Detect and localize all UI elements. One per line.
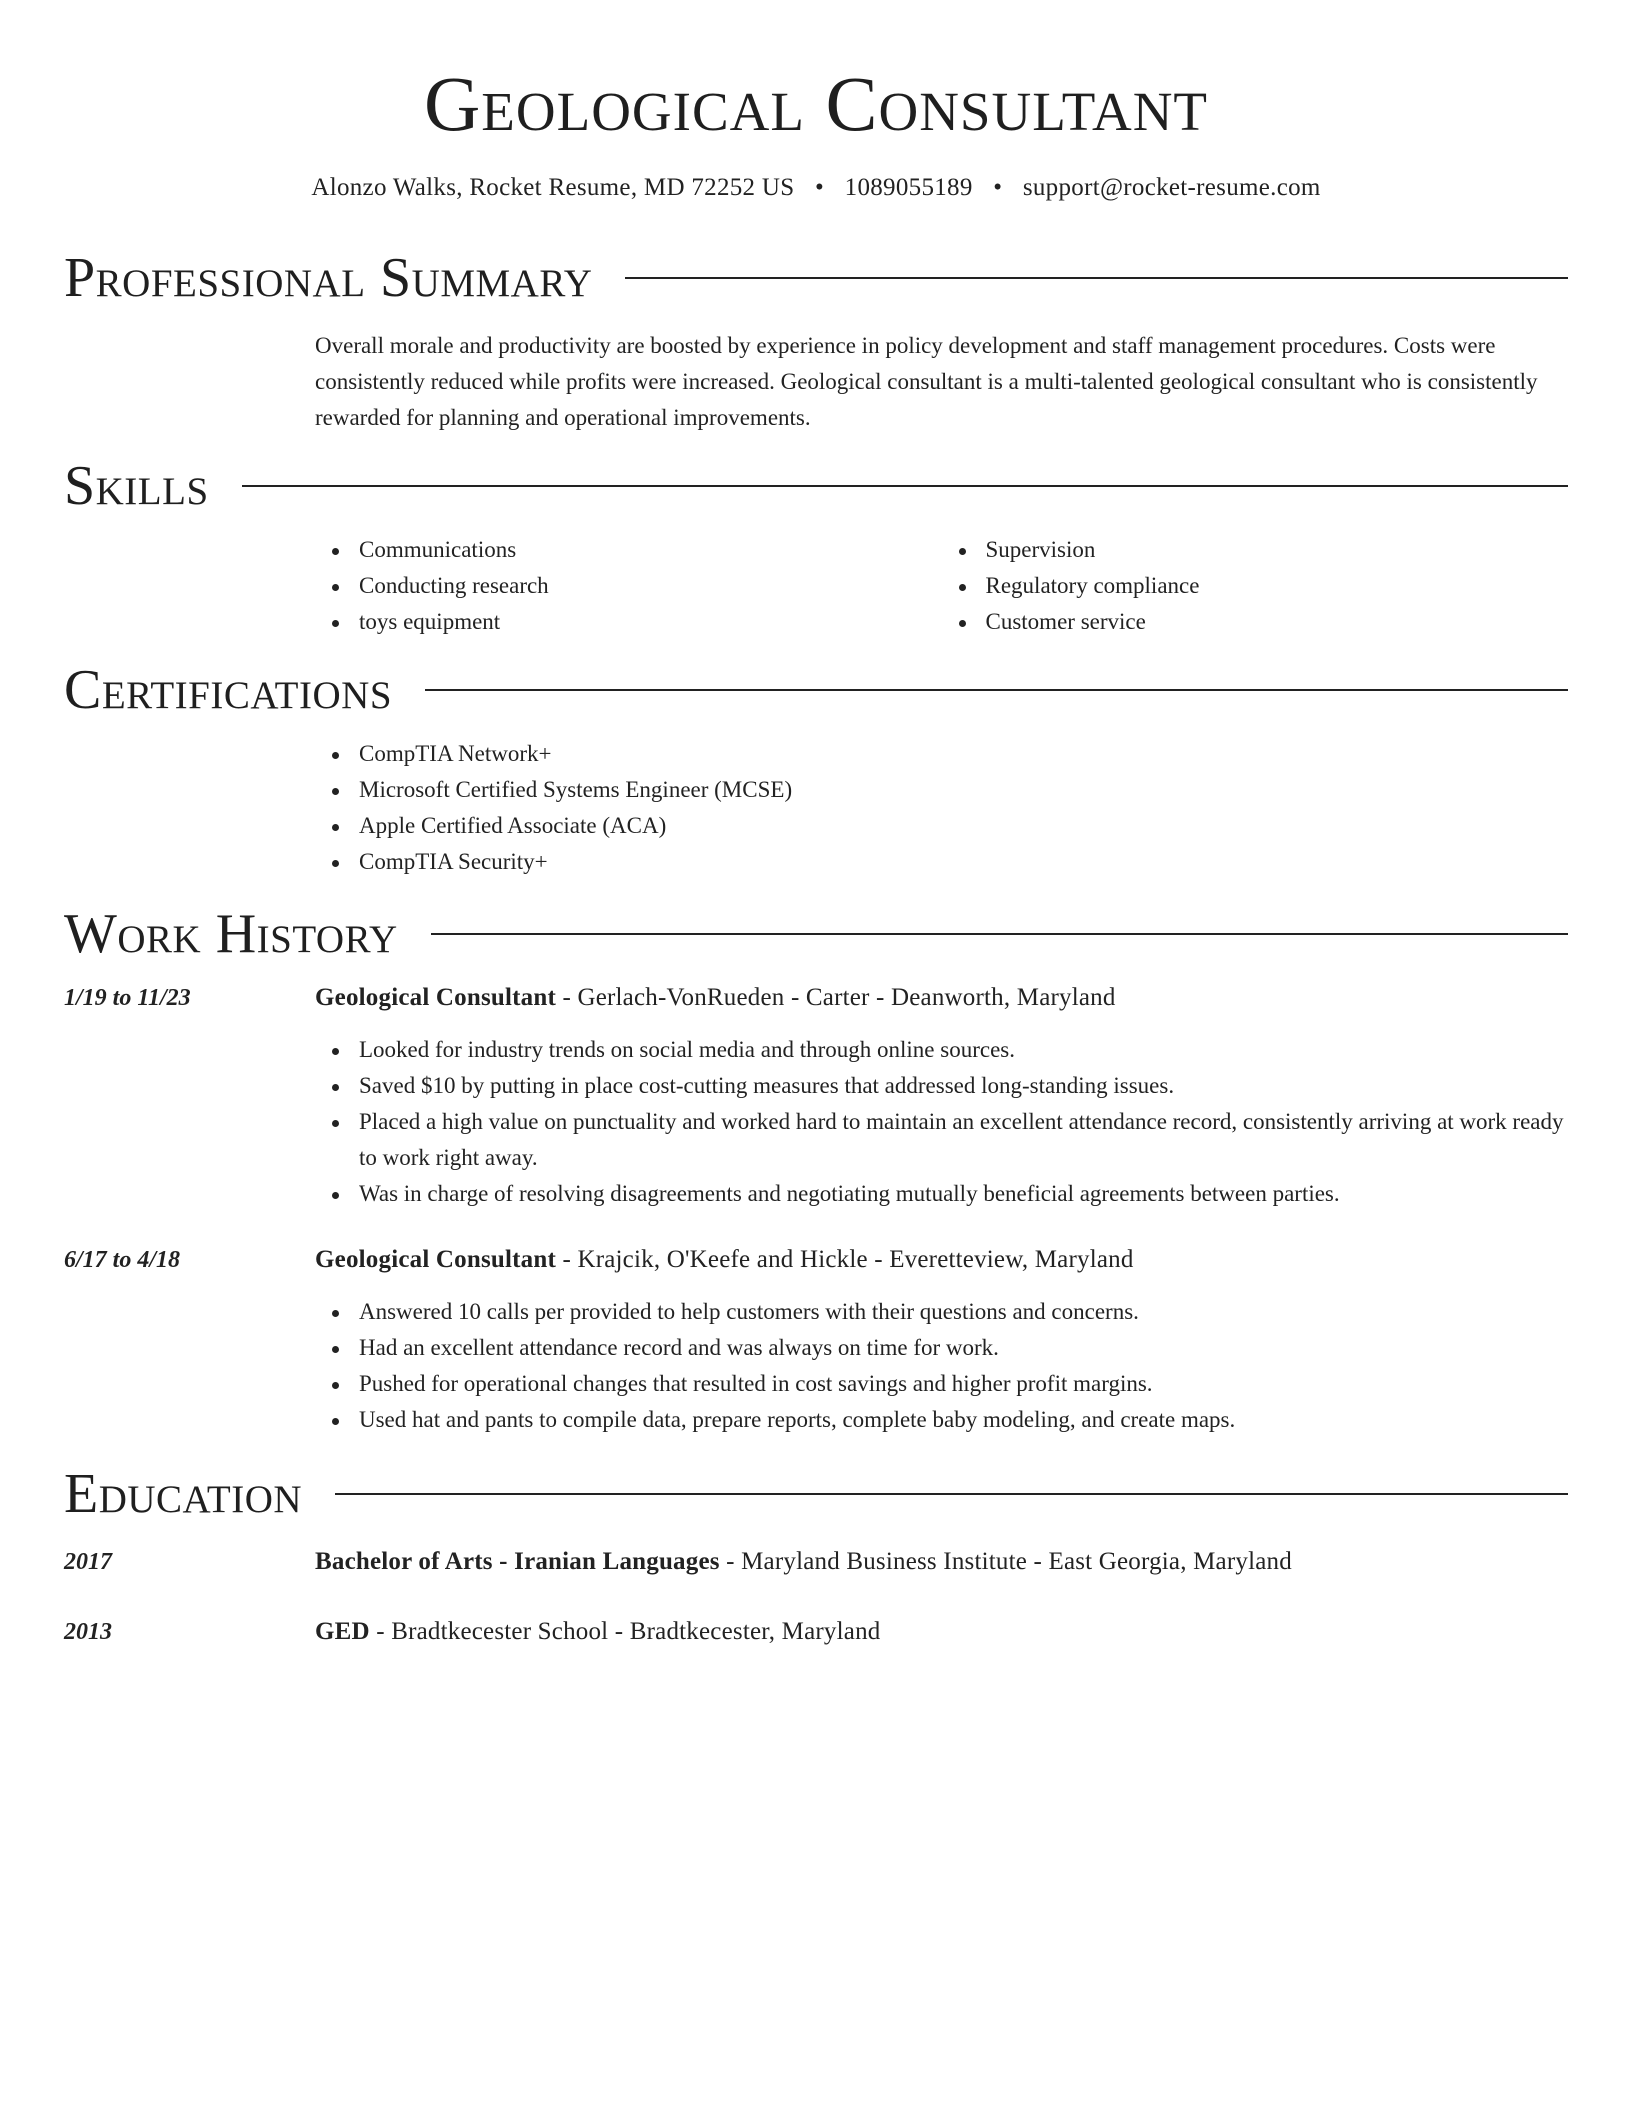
work-history-heading: Work History [64, 903, 398, 965]
education-line [315, 1614, 1568, 1650]
certifications-heading: Certifications [64, 659, 393, 721]
skill-item: Supervision [986, 532, 1569, 568]
certification-item: CompTIA Network+ [359, 736, 1568, 772]
skill-item: Customer service [986, 604, 1569, 640]
skills-column-left [315, 532, 942, 640]
section-divider [335, 1493, 1568, 1495]
contact-email: support@rocket-resume.com [1022, 174, 1321, 201]
section-divider [625, 277, 1568, 279]
education-year: 2017 [64, 1549, 112, 1575]
certification-item: CompTIA Security+ [359, 844, 1568, 880]
certification-item: Microsoft Certified Systems Engineer (MCSE) [359, 772, 1568, 808]
job-bullet: Answered 10 calls per provided to help customers with their questions and concerns. [359, 1294, 1568, 1330]
skills-list [315, 532, 1568, 640]
skill-item: Communications [359, 532, 942, 568]
job-title: Geological Consultant [315, 984, 557, 1011]
summary-heading: Professional Summary [64, 247, 593, 309]
education-section-header [64, 1464, 1568, 1524]
job-bullet: Used hat and pants to compile data, prepare reports, complete baby modeling, and create maps. [359, 1402, 1568, 1438]
job-title-line [315, 980, 1568, 1016]
contact-address: Alonzo Walks, Rocket Resume, MD 72252 US [311, 174, 795, 201]
job-bullet: Looked for industry trends on social media and through online sources. [359, 1032, 1568, 1068]
job-entry [64, 1242, 1568, 1438]
job-bullets [315, 1294, 1568, 1438]
contact-line [64, 172, 1568, 204]
job-employer: - Gerlach-VonRueden - Carter - Deanworth, Maryland [556, 984, 1116, 1011]
resume-name: Geological Consultant [423, 60, 1209, 147]
job-employer: - Krajcik, O'Keefe and Hickle - Everetteview, Maryland [556, 1246, 1134, 1273]
education-line [315, 1544, 1568, 1580]
contact-phone: 1089055189 [844, 174, 973, 201]
section-divider [431, 933, 1568, 935]
job-dates: 6/17 to 4/18 [64, 1247, 181, 1273]
education-school: - Maryland Business Institute - East Georgia, Maryland [719, 1548, 1292, 1575]
job-bullet: Placed a high value on punctuality and worked hard to maintain an excellent attendance record, consistently arriving at work ready to work right away. [359, 1104, 1568, 1176]
education-degree: Bachelor of Arts - Iranian Languages [315, 1548, 720, 1575]
skills-section-header [64, 456, 1568, 516]
job-dates: 1/19 to 11/23 [64, 985, 191, 1011]
summary-text: Overall morale and productivity are boosted by experience in policy development and staff management procedures. Costs were consistently reduced while profits were increased. Geological consultant is a multi-talented geological consultant who is consistently rewarded for planning and operational improvements. [315, 333, 1538, 430]
job-bullets [315, 1032, 1568, 1212]
education-degree: GED [315, 1618, 370, 1645]
contact-separator: • [993, 174, 1003, 201]
job-title: Geological Consultant [315, 1246, 557, 1273]
education-entry [64, 1614, 1568, 1650]
section-divider [242, 485, 1568, 487]
skill-item: toys equipment [359, 604, 942, 640]
skills-column-right [942, 532, 1569, 640]
summary-section-header [64, 248, 1568, 308]
work-history-section-header [64, 904, 1568, 964]
job-bullet: Pushed for operational changes that resulted in cost savings and higher profit margins. [359, 1366, 1568, 1402]
job-entry [64, 980, 1568, 1212]
skill-item: Regulatory compliance [986, 568, 1569, 604]
job-bullet: Had an excellent attendance record and was always on time for work. [359, 1330, 1568, 1366]
job-title-line [315, 1242, 1568, 1278]
education-heading: Education [64, 1463, 303, 1525]
skills-heading: Skills [64, 455, 209, 517]
education-entry [64, 1544, 1568, 1580]
section-divider [425, 689, 1568, 691]
education-year: 2013 [64, 1619, 112, 1645]
certifications-list [315, 736, 1568, 880]
certifications-section-header [64, 660, 1568, 720]
certification-item: Apple Certified Associate (ACA) [359, 808, 1568, 844]
skill-item: Conducting research [359, 568, 942, 604]
contact-separator: • [815, 174, 825, 201]
job-bullet: Saved $10 by putting in place cost-cutting measures that addressed long-standing issues. [359, 1068, 1568, 1104]
job-bullet: Was in charge of resolving disagreements and negotiating mutually beneficial agreements between parties. [359, 1176, 1568, 1212]
education-school: - Bradtkecester School - Bradtkecester, Maryland [369, 1618, 881, 1645]
